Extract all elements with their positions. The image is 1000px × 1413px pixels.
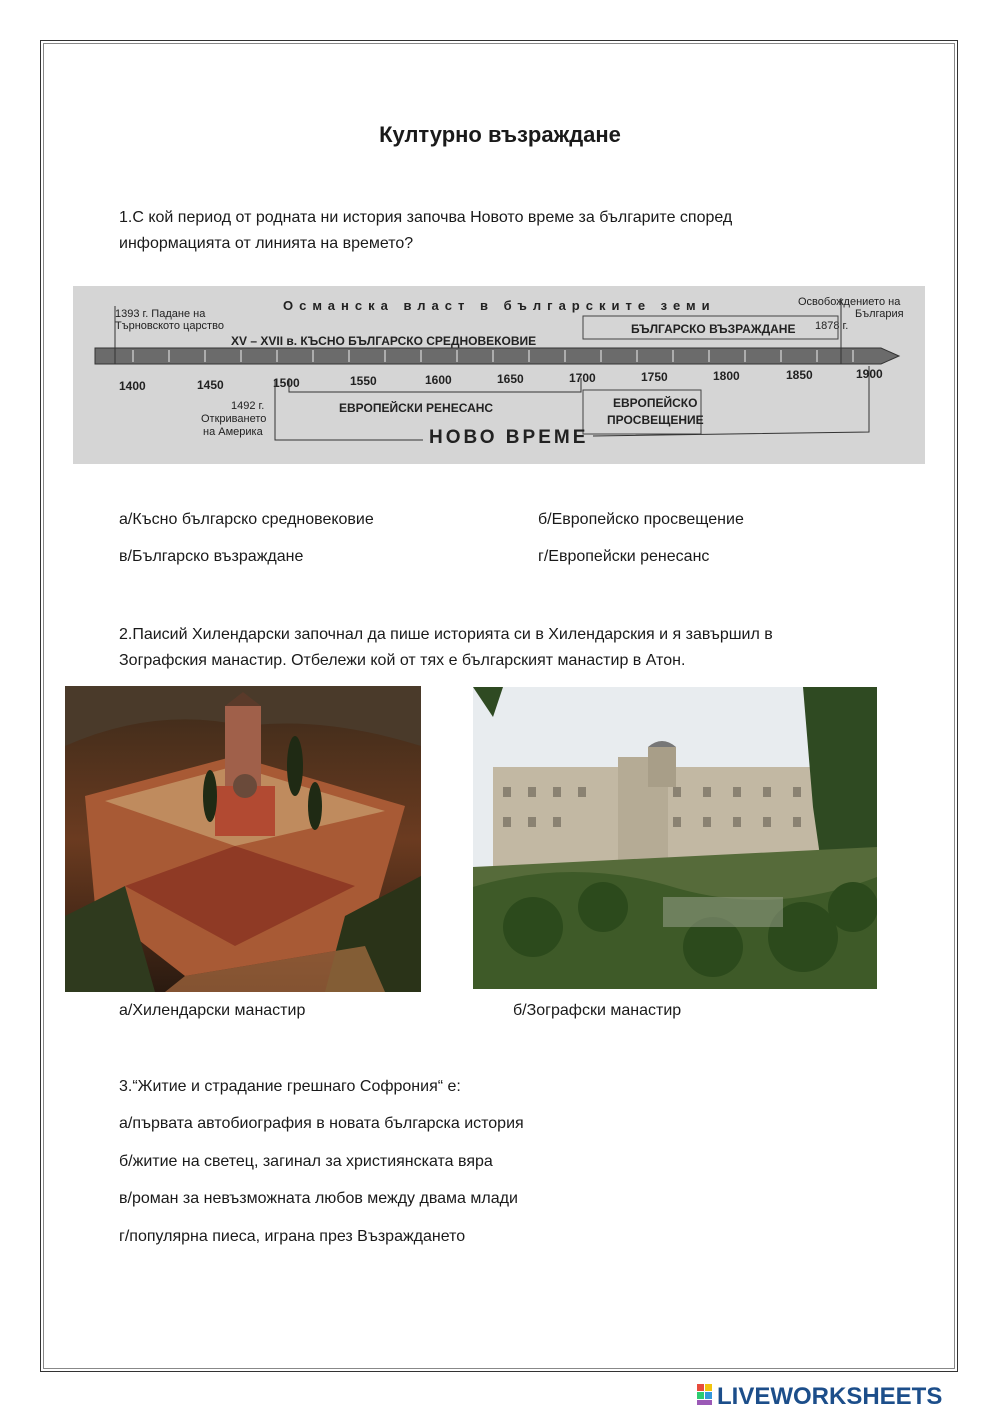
q3-option-a[interactable]: а/първата автобиография в новата българска история (119, 1115, 524, 1132)
timeline-renaissance-label: ЕВРОПЕЙСКИ РЕНЕСАНС (339, 401, 494, 415)
timeline-tick-label: 1750 (641, 370, 668, 384)
timeline-tick-label: 1650 (497, 372, 524, 386)
timeline-late-medieval-label: XV – XVII в. КЪСНО БЪЛГАРСКО СРЕДНОВЕКОВИЕ (231, 334, 537, 348)
question-3: 3.“Житие и страдание грешнаго Софрония“ е: (119, 1078, 461, 1095)
timeline-axis (95, 348, 899, 364)
q3-option-d[interactable]: г/популярна пиеса, играна през Възраждането (119, 1228, 466, 1245)
q1-option-a[interactable]: а/Късно българско средновековие (119, 511, 374, 528)
q3-option-b[interactable]: б/житие на светец, загинал за християнската вяра (119, 1153, 493, 1170)
timeline-tick-label: 1450 (197, 378, 224, 392)
timeline-right-note-2: България (855, 308, 904, 320)
timeline-tick-label: 1800 (713, 369, 740, 383)
timeline-tick-label: 1700 (569, 371, 596, 385)
zograf-monastery-image (473, 687, 877, 989)
timeline-america-2: Откриването (201, 413, 267, 425)
timeline-left-note-1: 1393 г. Падане на (115, 308, 206, 320)
q1-option-d[interactable]: г/Европейски ренесанс (538, 548, 710, 565)
q1-option-c[interactable]: в/Българско възраждане (119, 548, 304, 565)
question-2-line-1: 2.Паисий Хилендарски започнал да пише историята си в Хилендарския и я завършил в (119, 626, 773, 643)
timeline-america-1: 1492 г. (231, 400, 265, 412)
timeline-revival-label: БЪЛГАРСКО ВЪЗРАЖДАНЕ (631, 322, 796, 336)
q2-option-a[interactable]: а/Хилендарски манастир (119, 1002, 306, 1019)
question-2-line-2: Зографския манастир. Отбележи кой от тях е българският манастир в Атон. (119, 652, 686, 669)
q2-option-b[interactable]: б/Зографски манастир (513, 1002, 682, 1019)
hilendar-monastery-image (65, 686, 421, 992)
timeline-top-label: Османска власт в българските земи (283, 298, 716, 313)
question-1-line-1: 1.С кой период от родната ни история започва Новото време за българите според (119, 209, 733, 226)
q3-option-c[interactable]: в/роман за невъзможната любов между двама млади (119, 1190, 518, 1207)
timeline-tick-label: 1500 (273, 376, 300, 390)
logo-icon (697, 1384, 712, 1405)
timeline-minor-ticks (133, 350, 853, 362)
q1-option-b[interactable]: б/Европейско просвещение (538, 511, 744, 528)
liveworksheets-logo[interactable] (697, 1380, 997, 1408)
timeline-year-1878: 1878 г. (815, 320, 849, 332)
timeline-tick-label: 1850 (786, 368, 813, 382)
timeline-america-3: на Америка (203, 426, 263, 438)
logo-text: LIVEWORKSHEETS (717, 1383, 943, 1408)
timeline-tick-label: 1400 (119, 379, 146, 393)
timeline-enlightenment-2: ПРОСВЕЩЕНИЕ (607, 413, 704, 427)
timeline-image (73, 286, 925, 464)
question-1 (119, 205, 732, 257)
page-title: Културно възраждане (379, 122, 621, 147)
question-1-line-2: информацията от линията на времето? (119, 235, 414, 252)
timeline-tick-label: 1550 (350, 374, 377, 388)
timeline-tick-label: 1900 (856, 367, 883, 381)
timeline-right-note-1: Освобождението на (798, 296, 901, 308)
timeline-tick-label: 1600 (425, 373, 452, 387)
timeline-new-time-label: НОВО ВРЕМЕ (429, 427, 589, 448)
timeline-left-note-2: Търновското царство (115, 320, 224, 332)
timeline-enlightenment-1: ЕВРОПЕЙСКО (613, 396, 698, 410)
question-2 (119, 622, 773, 674)
